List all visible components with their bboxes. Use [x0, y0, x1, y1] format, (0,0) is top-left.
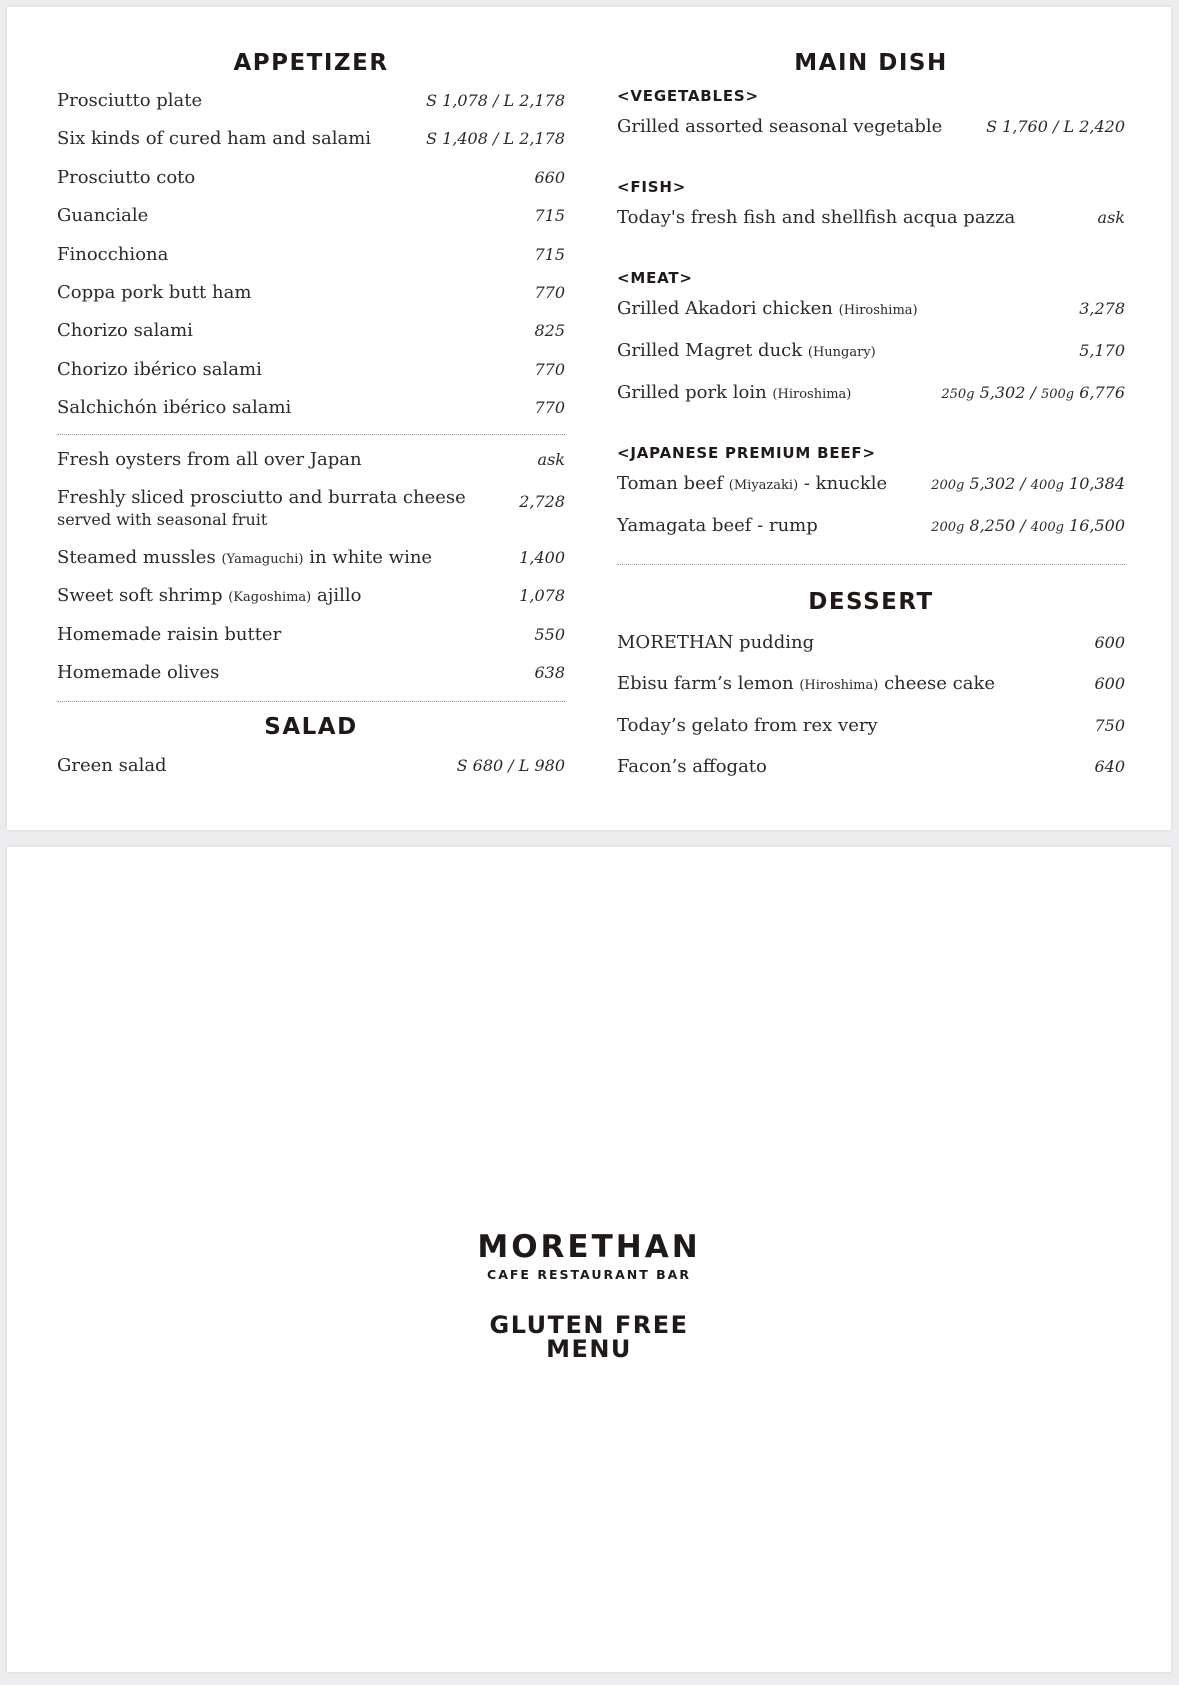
- meat-subtitle: <MEAT>: [617, 269, 693, 287]
- origin-note: (Hiroshima): [838, 303, 918, 318]
- main-dish-title: MAIN DISH: [794, 50, 948, 76]
- menu-item-description: served with seasonal fruit: [57, 510, 268, 529]
- brand-logo: [7, 1229, 1171, 1282]
- origin-note: (Yamaguchi): [221, 552, 304, 567]
- menu-item: Prosciutto plate S 1,078 / L 2,178: [57, 90, 565, 111]
- fish-subtitle: <FISH>: [617, 178, 687, 196]
- menu-item: Guanciale 715: [57, 205, 565, 226]
- menu-item: Steamed mussles (Yamaguchi) in white wine 1,400: [57, 547, 565, 568]
- menu-item: Today’s gelato from rex very 750: [617, 715, 1125, 736]
- menu-item: Finocchiona 715: [57, 244, 565, 265]
- dotted-divider: [57, 701, 565, 702]
- menu-item: Six kinds of cured ham and salami S 1,408 / L 2,178: [57, 128, 565, 149]
- dotted-divider: [617, 564, 1125, 565]
- menu-item: Freshly sliced prosciutto and burrata cheese 2,728: [57, 487, 565, 511]
- menu-item: Ebisu farm’s lemon (Hiroshima) cheese cake 600: [617, 673, 1125, 694]
- origin-note: (Kagoshima): [228, 590, 312, 605]
- origin-note: (Hungary): [807, 345, 876, 360]
- menu-title: GLUTEN FREE MENU: [489, 1311, 689, 1363]
- menu-item: MORETHAN pudding 600: [617, 632, 1125, 653]
- menu-item: Yamagata beef - rump 200g 8,250 / 400g 16,500: [617, 515, 1125, 536]
- menu-item: Chorizo ibérico salami 770: [57, 359, 565, 380]
- origin-note: (Hiroshima): [799, 678, 879, 693]
- menu-item: Grilled Akadori chicken (Hiroshima) 3,278: [617, 298, 1125, 319]
- menu-item: Prosciutto coto 660: [57, 167, 565, 188]
- appetizer-title: APPETIZER: [233, 50, 389, 76]
- salad-title: SALAD: [264, 714, 358, 740]
- menu-item: Grilled assorted seasonal vegetable S 1,760 / L 2,420: [617, 116, 1125, 137]
- menu-item: Chorizo salami 825: [57, 320, 565, 341]
- menu-item: Homemade olives 638: [57, 662, 565, 683]
- menu-item: Grilled pork loin (Hiroshima) 250g 5,302 / 500g 6,776: [617, 382, 1125, 403]
- dessert-title: DESSERT: [808, 589, 934, 615]
- menu-page: [7, 7, 1171, 830]
- origin-note: (Miyazaki): [728, 478, 799, 493]
- menu-item: Grilled Magret duck (Hungary) 5,170: [617, 340, 1125, 361]
- vegetables-subtitle: <VEGETABLES>: [617, 87, 759, 105]
- brand-tagline: CAFE RESTAURANT BAR: [487, 1267, 691, 1282]
- menu-item: Homemade raisin butter 550: [57, 624, 565, 645]
- menu-item: Coppa pork butt ham 770: [57, 282, 565, 303]
- dotted-divider: [57, 434, 565, 435]
- menu-item: Facon’s affogato 640: [617, 756, 1125, 777]
- menu-item: Today's fresh fish and shellfish acqua pazza ask: [617, 207, 1125, 228]
- brand-name: MORETHAN: [477, 1229, 701, 1265]
- menu-item: Sweet soft shrimp (Kagoshima) ajillo 1,078: [57, 585, 565, 606]
- origin-note: (Hiroshima): [772, 387, 852, 402]
- menu-item: Toman beef (Miyazaki) - knuckle 200g 5,302 / 400g 10,384: [617, 473, 1125, 494]
- japanese-beef-subtitle: <JAPANESE PREMIUM BEEF>: [617, 444, 876, 462]
- menu-item: Green salad S 680 / L 980: [57, 755, 565, 776]
- cover-page: [7, 847, 1171, 1672]
- menu-item: Salchichón ibérico salami 770: [57, 397, 565, 418]
- menu-item: Fresh oysters from all over Japan ask: [57, 449, 565, 470]
